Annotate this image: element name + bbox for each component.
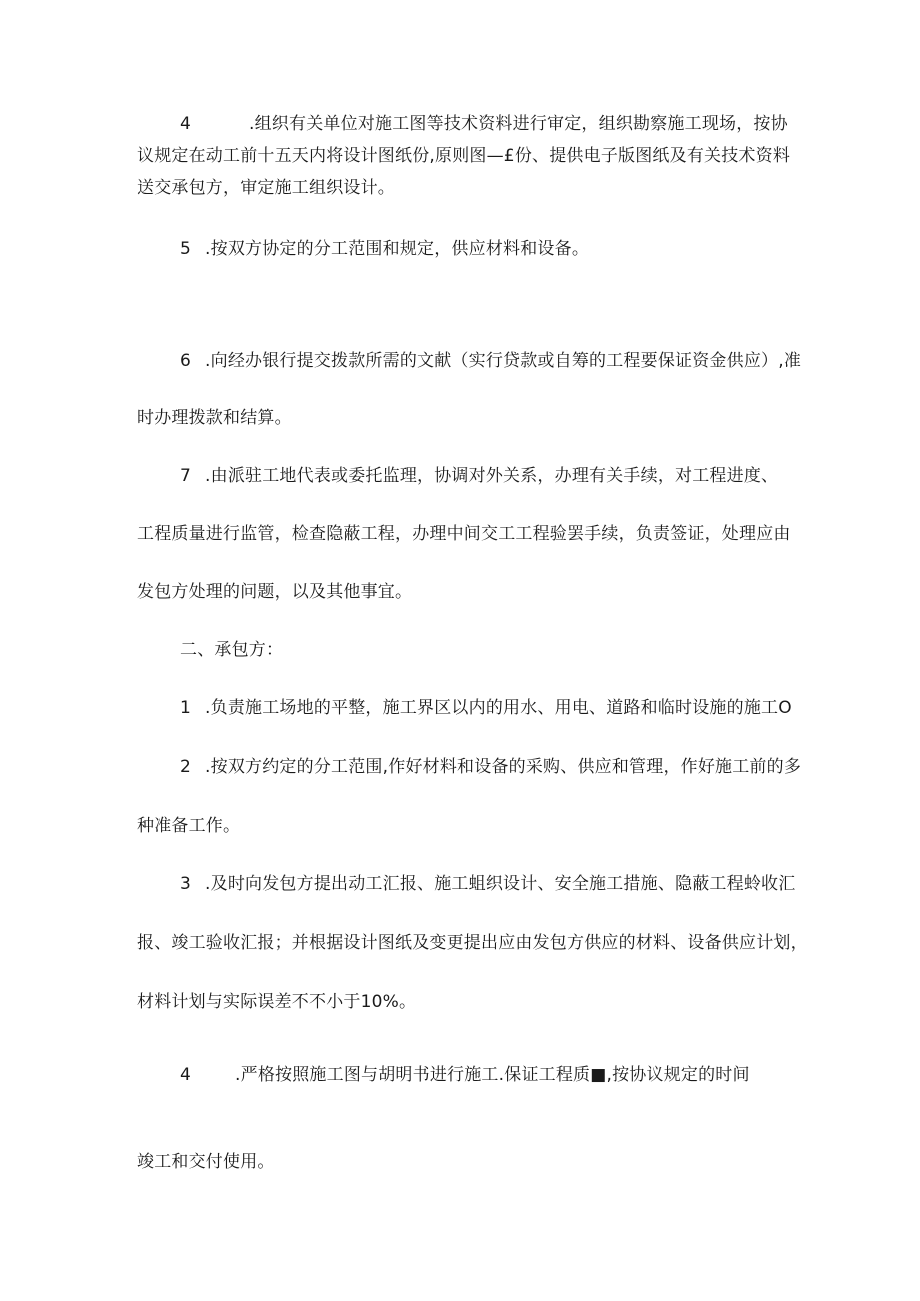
q3-line2: 报、竣工验收汇报；并根据设计图纸及变更提出应由发包方供应的材料、设备供应计划， xyxy=(137,933,808,953)
q1-number: 1 xyxy=(180,698,192,718)
p1-line3: 送交承包方，审定施工组织设计。 xyxy=(137,178,395,198)
q2-line1 xyxy=(180,756,801,778)
q2-line2: 种准备工作。 xyxy=(137,816,241,836)
p3-number: 6 xyxy=(180,351,192,371)
p4-line3: 发包方处理的问题，以及其他事宜。 xyxy=(137,582,413,602)
p4-line1 xyxy=(180,465,778,487)
q4-number: 4 xyxy=(180,1065,192,1085)
p1-text-1: .组织有关单位对施工图等技术资料进行审定，组织勘察施工现场，按协 xyxy=(249,114,788,134)
p1-line1 xyxy=(180,113,788,135)
q4-line1 xyxy=(180,1064,750,1086)
p2-line1 xyxy=(180,238,589,260)
p3-line2: 时办理拨款和结算。 xyxy=(137,408,292,428)
q2-number: 2 xyxy=(180,757,192,777)
p3-line1 xyxy=(180,350,801,372)
q3-line3: 材料计划与实际误差不不小于10%。 xyxy=(137,992,417,1012)
p3-text-1: .向经办银行提交拨款所需的文献（实行贷款或自筹的工程要保证资金供应）,准 xyxy=(205,351,802,371)
q1-line1 xyxy=(180,697,792,719)
q3-text-1: .及时向发包方提出动工汇报、施工蛆织设计、安全施工措施、隐蔽工程蛉收汇 xyxy=(205,874,796,894)
p4-number: 7 xyxy=(180,466,192,486)
q1-text-1: .负责施工场地的平整，施工界区以内的用水、用电、道路和临时设施的施工O xyxy=(205,698,792,718)
p2-text-1: .按双方协定的分工范围和规定，供应材料和设备。 xyxy=(205,239,590,259)
p1-number: 4 xyxy=(180,114,192,134)
q3-number: 3 xyxy=(180,874,192,894)
q3-line1 xyxy=(180,873,795,895)
p4-line2: 工程质量进行监管，检查隐蔽工程，办理中间交工工程验罢手续，负责签证，处理应由 xyxy=(137,524,791,544)
p4-text-1: .由派驻工地代表或委托监理，协调对外关系，办理有关手续，对工程进度、 xyxy=(205,466,779,486)
q2-text-1: .按双方约定的分工范围,作好材料和设备的采购、供应和管理，作好施工前的多 xyxy=(205,757,802,777)
p1-line2: 议规定在动工前十五天内将设计图纸份,原则图—£份、提供电子版图纸及有关技术资料 xyxy=(137,146,791,166)
p2-number: 5 xyxy=(180,239,192,259)
q4-text-1: .严格按照施工图与胡明书进行施工.保证工程质■,按协议规定的时间 xyxy=(235,1065,750,1085)
q4-line2: 竣工和交付使用。 xyxy=(137,1152,275,1172)
section-heading: 二、承包方： xyxy=(180,640,284,660)
